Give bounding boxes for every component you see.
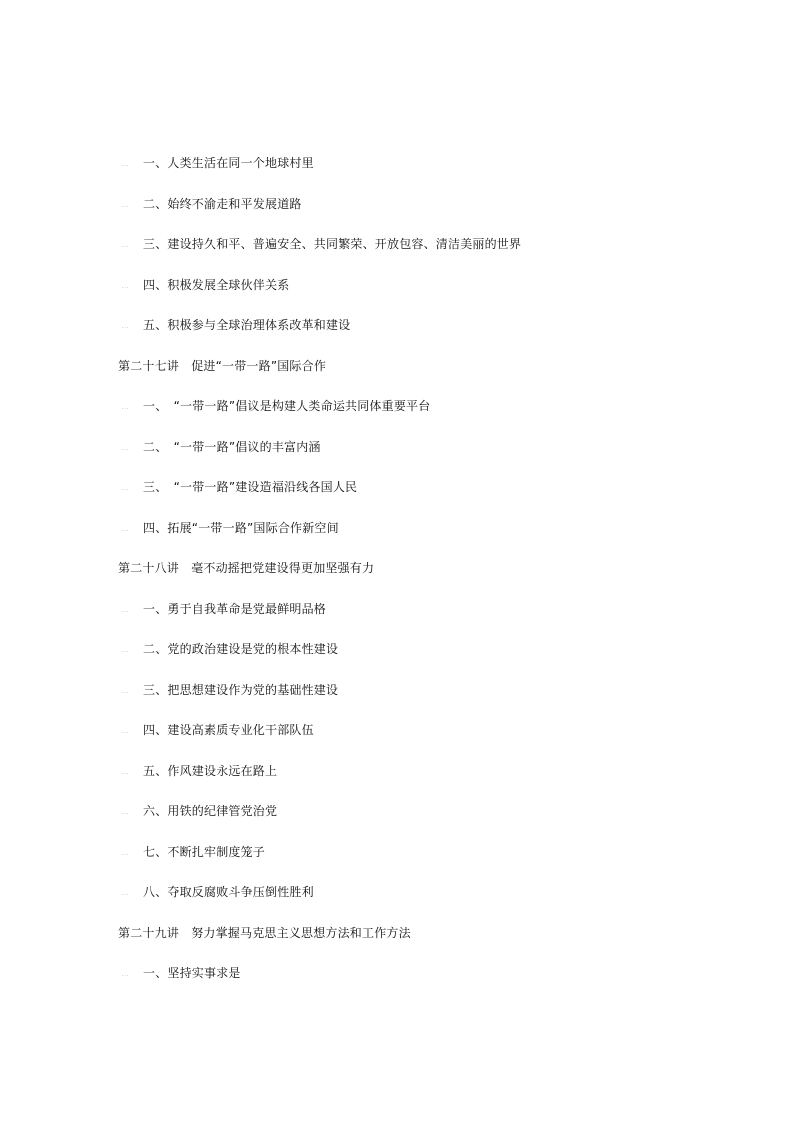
toc-section-text: 一、坚持实事求是 [143, 966, 241, 980]
toc-section-entry: … 三、把思想建设作为党的基础性建设 [121, 683, 339, 697]
toc-section-entry: … 二、 “一带一路”倡议的丰富内涵 [121, 440, 321, 454]
toc-section-text: 七、不断扎牢制度笼子 [143, 845, 266, 859]
toc-section-text: 三、把思想建设作为党的基础性建设 [143, 683, 339, 697]
toc-chapter-heading: 第二十九讲 努力掌握马克思主义思想方法和工作方法 [118, 926, 411, 940]
toc-section-text: 三、建设持久和平、普遍安全、共同繁荣、开放包容、清洁美丽的世界 [143, 237, 522, 251]
toc-section-text: 二、党的政治建设是党的根本性建设 [143, 642, 339, 656]
toc-chapter-heading: 第二十八讲 毫不动摇把党建设得更加坚强有力 [118, 561, 375, 575]
toc-section-entry: … 三、 “一带一路”建设造福沿线各国人民 [121, 480, 358, 494]
toc-section-text: 二、始终不渝走和平发展道路 [143, 197, 302, 211]
toc-section-entry: … 四、积极发展全球伙伴关系 [121, 278, 290, 292]
toc-section-entry: … 七、不断扎牢制度笼子 [121, 845, 266, 859]
toc-section-text: 一、人类生活在同一个地球村里 [143, 156, 314, 170]
toc-section-text: 五、作风建设永远在路上 [143, 764, 278, 778]
toc-section-entry: … 四、拓展“一带一路”国际合作新空间 [121, 521, 339, 535]
toc-section-entry: … 二、党的政治建设是党的根本性建设 [121, 642, 339, 656]
toc-section-entry: … 六、用铁的纪律管党治党 [121, 804, 278, 818]
toc-section-text: 一、勇于自我革命是党最鲜明品格 [143, 602, 327, 616]
toc-section-entry: … 一、人类生活在同一个地球村里 [121, 156, 314, 170]
toc-section-entry: … 一、 “一带一路”倡议是构建人类命运共同体重要平台 [121, 399, 431, 413]
toc-section-entry: … 一、坚持实事求是 [121, 966, 241, 980]
toc-section-entry: … 四、建设高素质专业化干部队伍 [121, 723, 314, 737]
toc-section-text: 二、 “一带一路”倡议的丰富内涵 [143, 440, 321, 454]
toc-section-text: 三、 “一带一路”建设造福沿线各国人民 [143, 480, 358, 494]
toc-section-text: 五、积极参与全球治理体系改革和建设 [143, 318, 351, 332]
toc-section-entry: … 八、夺取反腐败斗争压倒性胜利 [121, 885, 314, 899]
toc-section-entry: … 五、积极参与全球治理体系改革和建设 [121, 318, 351, 332]
toc-section-entry: … 三、建设持久和平、普遍安全、共同繁荣、开放包容、清洁美丽的世界 [121, 237, 522, 251]
toc-section-entry: … 二、始终不渝走和平发展道路 [121, 197, 302, 211]
toc-section-text: 四、拓展“一带一路”国际合作新空间 [143, 521, 339, 535]
toc-section-text: 八、夺取反腐败斗争压倒性胜利 [143, 885, 314, 899]
toc-chapter-heading: 第二十七讲 促进“一带一路”国际合作 [118, 359, 327, 373]
toc-section-text: 四、积极发展全球伙伴关系 [143, 278, 290, 292]
toc-section-entry: … 五、作风建设永远在路上 [121, 764, 278, 778]
toc-section-text: 一、 “一带一路”倡议是构建人类命运共同体重要平台 [143, 399, 431, 413]
toc-section-entry: … 一、勇于自我革命是党最鲜明品格 [121, 602, 327, 616]
toc-section-text: 六、用铁的纪律管党治党 [143, 804, 278, 818]
toc-section-text: 四、建设高素质专业化干部队伍 [143, 723, 314, 737]
